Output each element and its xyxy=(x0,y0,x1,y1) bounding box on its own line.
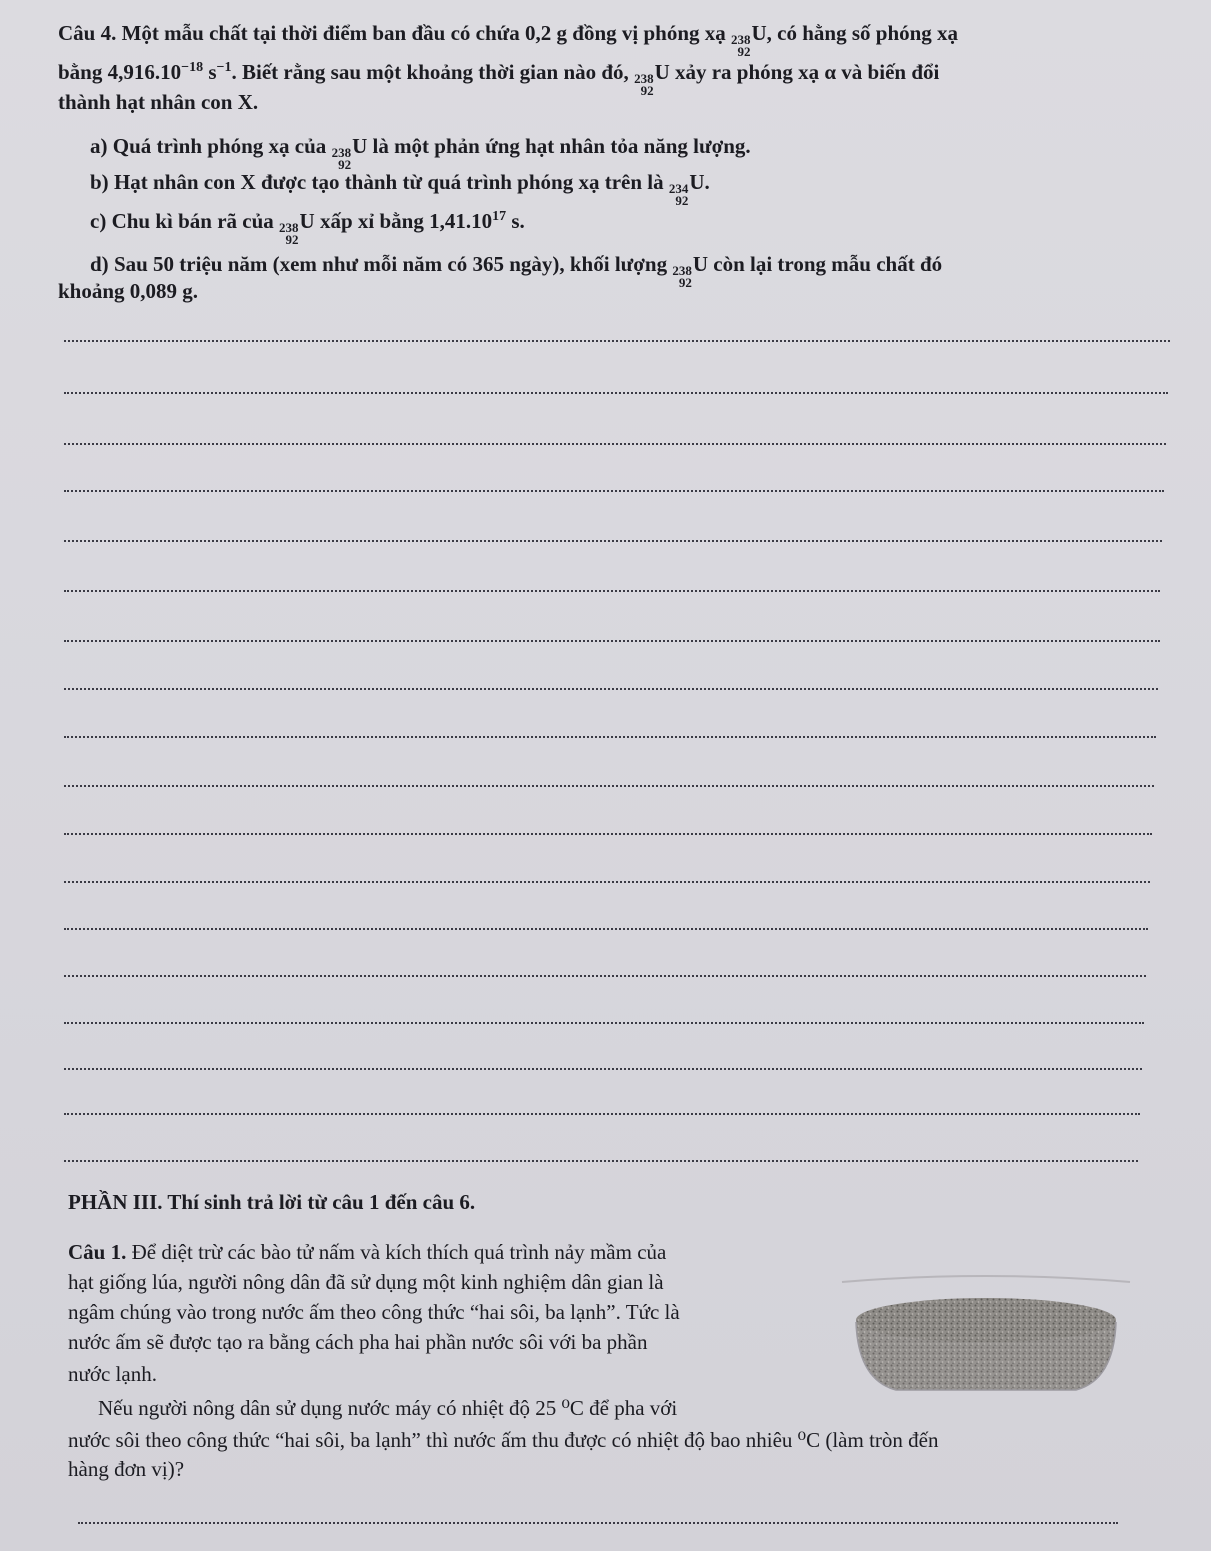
q4-line1: Câu 4. Một mẫu chất tại thời điểm ban đầu có chứa 0,2 g đồng vị phóng xạ 238 92 U, có hằng số phóng xạ xyxy=(58,21,959,59)
q1-line2: hạt giống lúa, người nông dân đã sử dụng một kinh nghiệm dân gian là xyxy=(68,1270,664,1294)
q1-line6: Nếu người nông dân sử dụng nước máy có nhiệt độ 25 ⁰C để pha với xyxy=(98,1396,678,1420)
answer-line[interactable] xyxy=(64,1160,1138,1162)
answer-line[interactable] xyxy=(78,1522,1118,1524)
q1-line4: nước ấm sẽ được tạo ra bằng cách pha hai phần nước sôi với ba phần xyxy=(68,1330,648,1354)
q1-line8: hàng đơn vị)? xyxy=(68,1457,185,1481)
q1-line3: ngâm chúng vào trong nước ấm theo công thức “hai sôi, ba lạnh”. Tức là xyxy=(68,1300,680,1324)
q1-line5: nước lạnh. xyxy=(68,1362,157,1386)
answer-line[interactable] xyxy=(64,490,1164,492)
answer-line[interactable] xyxy=(64,785,1154,787)
part3-heading: PHẦN III. Thí sinh trả lời từ câu 1 đến câu 6. xyxy=(68,1190,476,1214)
answer-line[interactable] xyxy=(64,688,1158,690)
q4-option-c: c) Chu kì bán rã của 238 92 U xấp xỉ bằng 1,41.10$^{17}$ s. xyxy=(90,209,525,247)
answer-line[interactable] xyxy=(64,540,1162,542)
q4-option-d: d) Sau 50 triệu năm (xem như mỗi năm có 365 ngày), khối lượng 238 92 U còn lại trong mẫu chất đó xyxy=(90,252,943,290)
answer-line[interactable] xyxy=(64,833,1152,835)
q4-option-a: a) Quá trình phóng xạ của 238 92 U là một phản ứng hạt nhân tỏa năng lượng. xyxy=(90,134,751,172)
answer-line[interactable] xyxy=(64,1113,1140,1115)
answer-line[interactable] xyxy=(64,590,1160,592)
q4-line3: thành hạt nhân con X. xyxy=(58,90,259,114)
answer-line[interactable] xyxy=(64,928,1148,930)
answer-line[interactable] xyxy=(64,1022,1144,1024)
q4-option-b: b) Hạt nhân con X được tạo thành từ quá trình phóng xạ trên là 234 92 U. xyxy=(90,170,710,208)
q4-line2: bằng $4,916.10^{-18}$ $s^{-1}$. Biết rằng sau một khoảng thời gian nào đó, 238 92 U xảy ra phóng xạ α và biến đổi xyxy=(58,60,940,98)
answer-line[interactable] xyxy=(64,392,1168,394)
answer-line[interactable] xyxy=(64,881,1150,883)
q1-line1: Câu 1. Để diệt trừ các bào tử nấm và kích thích quá trình nảy mầm của xyxy=(68,1240,667,1264)
q4-option-d-cont: khoảng 0,089 g. xyxy=(58,279,199,303)
q4-label: Câu 4. xyxy=(58,21,117,45)
answer-line[interactable] xyxy=(64,736,1156,738)
answer-line[interactable] xyxy=(64,975,1146,977)
answer-line[interactable] xyxy=(64,443,1166,445)
answer-line[interactable] xyxy=(64,640,1160,642)
bowl-rim xyxy=(842,1276,1130,1282)
answer-line[interactable] xyxy=(64,340,1170,342)
answer-line[interactable] xyxy=(64,1068,1142,1070)
rice-bowl-illustration xyxy=(836,1262,1136,1422)
q1-line7: nước sôi theo công thức “hai sôi, ba lạnh” thì nước ấm thu được có nhiệt độ bao nhiêu ⁰C (làm tròn đến xyxy=(68,1428,939,1452)
q1-label: Câu 1. xyxy=(68,1240,127,1264)
